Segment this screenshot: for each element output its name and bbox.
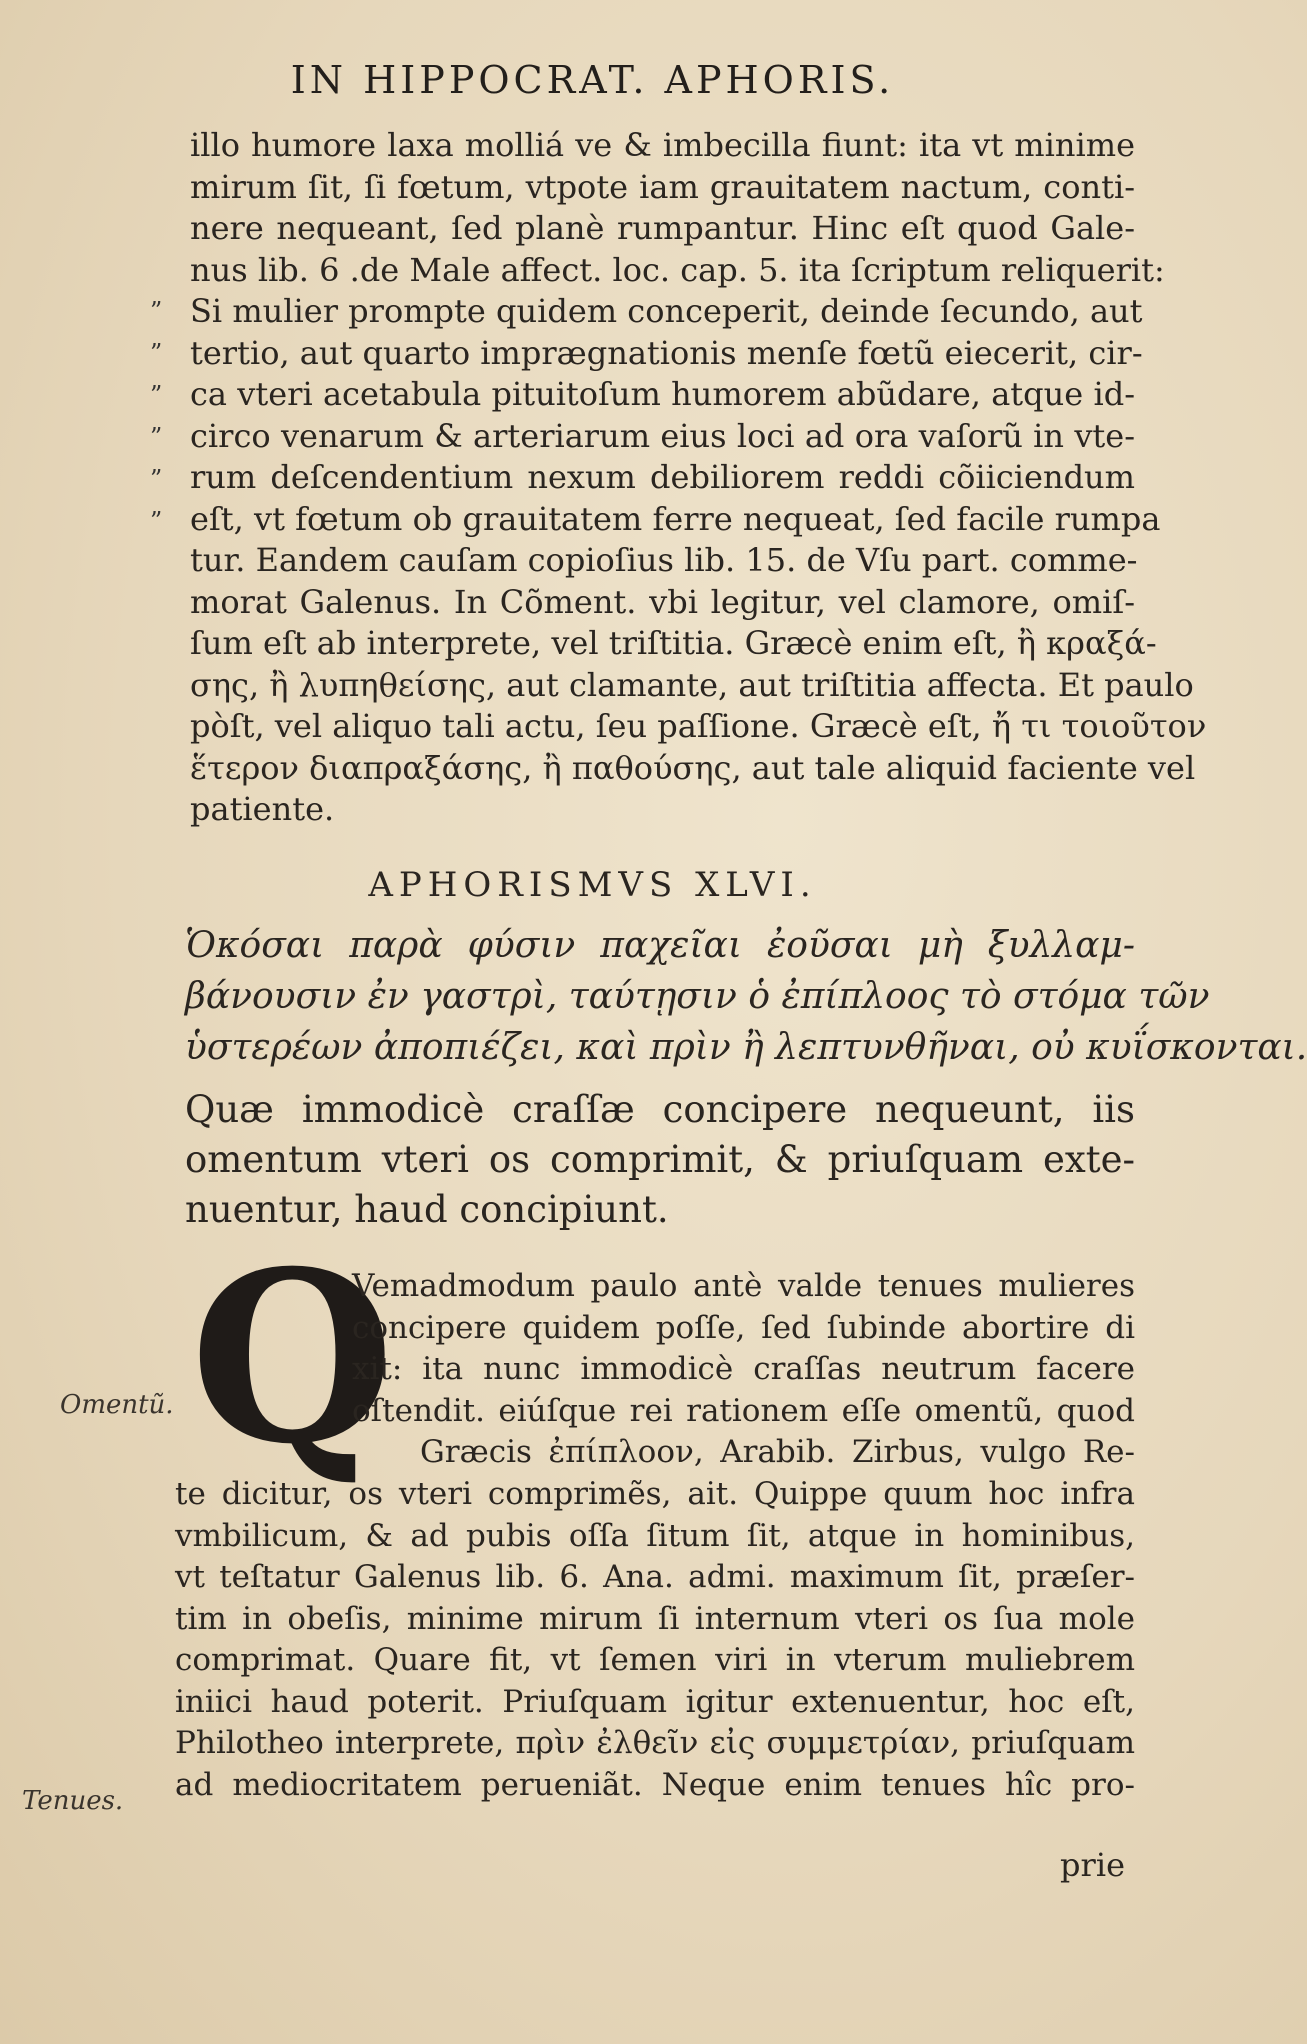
quotation-marks: [150, 290, 180, 542]
text-line: ſum eſt ab interprete, vel triſtitia. Græcè enim eſt, ἢ κραξά-: [190, 624, 1157, 662]
text-line: patiente.: [190, 790, 335, 828]
quote-mark: ”: [150, 381, 163, 409]
text-line: iniici haud poterit. Priuſquam igitur extenuentur, hoc eſt,: [175, 1683, 1135, 1720]
text-line: Quæ immodicè craſſæ concipere nequeunt, iis: [185, 1088, 1135, 1131]
text-line: Si mulier prompte quidem conceperit, deinde ſecundo, aut: [190, 292, 1143, 330]
text-line: tertio, aut quarto imprægnationis menſe fœtũ eiecerit, cir-: [190, 333, 1143, 372]
text-line: βάνουσιν ἐν γαστρὶ, ταύτῃσιν ὁ ἐπίπλοος τὸ στόμα τῶν: [185, 976, 1210, 1017]
text-line: oſtendit. eiúſque rei rationem eſſe omentũ, quod: [352, 1392, 1135, 1429]
text-line: σης, ἢ λυπηθείσης, aut clamante, aut triſtitia affecta. Et paulo: [190, 665, 1194, 704]
text-line: Philotheo interprete, πρὶν ἐλθεῖν εἰς συμμετρίαν, priuſquam: [175, 1725, 1135, 1761]
quote-mark: ”: [150, 423, 163, 451]
text-line: Ὁκόσαι παρὰ φύσιν παχεῖαι ἐοῦσαι μὴ ξυλλαμ-: [185, 925, 1135, 966]
text-line: ca vteri acetabula pituitoſum humorem abũdare, atque id-: [190, 375, 1135, 413]
margin-note-omentum: Omentũ.: [60, 1390, 174, 1420]
text-line: mirum ſit, ſi fœtum, vtpote iam grauitatem nactum, conti-: [190, 167, 1135, 206]
text-line: concipere quidem poſſe, ſed ſubinde abortire di: [352, 1309, 1135, 1346]
text-line: omentum vteri os comprimit, & priuſquam exte-: [185, 1138, 1135, 1181]
text-line: morat Galenus. In Cõment. vbi legitur, vel clamore, omiſ-: [190, 582, 1135, 621]
text-line: tur. Eandem cauſam copioſius lib. 15. de Vſu part. comme-: [190, 541, 1138, 579]
margin-note-tenues: Tenues.: [22, 1786, 124, 1816]
text-line: eſt, vt fœtum ob grauitatem ferre nequeat, ſed facile rumpa: [190, 499, 1161, 538]
running-head: IN HIPPOCRAT. APHORIS.: [290, 58, 895, 102]
text-line: tim in obeſis, minime mirum ſi internum vteri os ſua mole: [175, 1600, 1135, 1637]
text-line: rum deſcendentium nexum debiliorem reddi cõiiciendum: [190, 458, 1135, 496]
text-line: nere nequeant, ſed planè rumpantur. Hinc eſt quod Gale-: [190, 209, 1135, 247]
commentary-text: [190, 125, 1207, 831]
catchword: prie: [1060, 1846, 1125, 1884]
greek-aphorism: [185, 920, 1307, 1073]
text-line: ὑστερέων ἀποπιέζει, καὶ πρὶν ἢ λεπτυνθῆναι, οὐ κυΐσκονται.: [185, 1027, 1307, 1068]
text-line: vmbilicum, & ad pubis oſſa ſitum ſit, atque in hominibus,: [175, 1517, 1135, 1554]
text-line: ἕτερον διαπραξάσης, ἢ παθούσης, aut tale aliquid faciente vel: [190, 748, 1196, 787]
text-line: te dicitur, os vteri comprimẽs, ait. Quippe quum hoc infra: [175, 1476, 1135, 1512]
text-line: nuentur, haud concipiunt.: [185, 1188, 669, 1231]
commentary-continued: [175, 1474, 1135, 1806]
quote-mark: ”: [150, 297, 163, 325]
text-line: pòſt, vel aliquo tali actu, ſeu paſſione. Græcè eſt, ἤ τι τοιοῦτον: [190, 707, 1207, 745]
text-line: circo venarum & arteriarum eius loci ad ora vaſorũ in vte-: [190, 416, 1135, 455]
text-line: vt teſtatur Galenus lib. 6. Ana. admi. maximum ſit, præſer-: [175, 1559, 1135, 1595]
aphorism-heading: APHORISMVS XLVI.: [368, 865, 817, 905]
text-line: xit: ita nunc immodicè craſſas neutrum facere: [352, 1351, 1135, 1387]
latin-translation: [185, 1085, 1135, 1235]
text-line: nus lib. 6 .de Male affect. loc. cap. 5. ita ſcriptum reliquerit:: [190, 250, 1165, 289]
text-line: Græcis ἐπίπλοον, Arabib. Zirbus, vulgo Re-: [420, 1434, 1135, 1470]
quote-mark: ”: [150, 339, 163, 367]
quote-mark: ”: [150, 465, 163, 493]
commentary-under-initial: [420, 1432, 1135, 1474]
quote-mark: ”: [150, 507, 163, 535]
text-line: comprimat. Quare fit, vt ſemen viri in vterum muliebrem: [175, 1642, 1135, 1678]
text-line: ad mediocritatem perueniãt. Neque enim tenues hîc pro-: [175, 1766, 1135, 1803]
text-line: illo humore laxa molliá ve & imbecilla fiunt: ita vt minime: [190, 126, 1135, 164]
commentary-beside-initial: [352, 1266, 1135, 1432]
text-line: Vemadmodum paulo antè valde tenues mulieres: [352, 1268, 1135, 1304]
decorated-initial: Q: [190, 1220, 395, 1496]
